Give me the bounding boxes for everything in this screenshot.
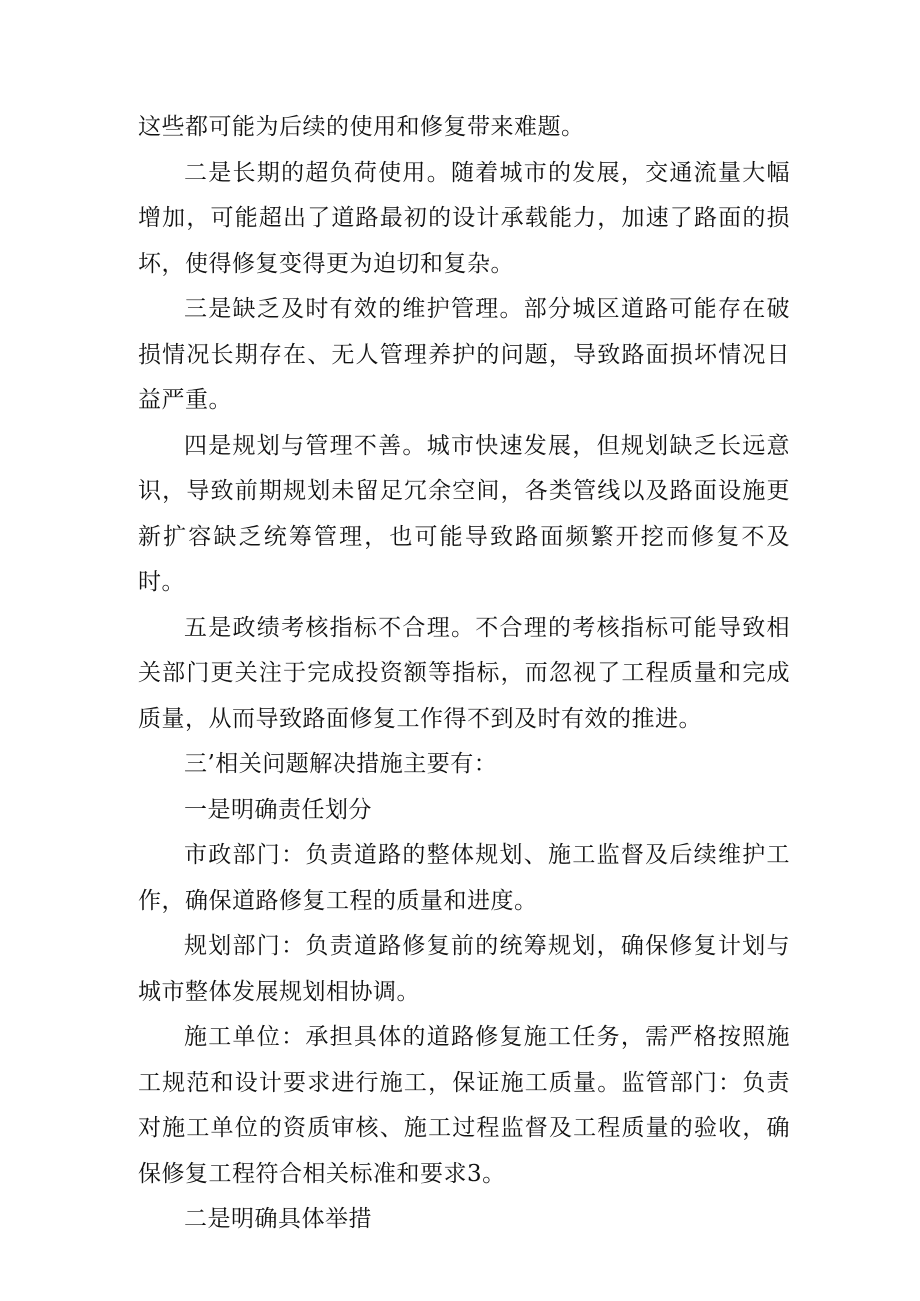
paragraph-construction: 施工单位：承担具体的道路修复施工任务，需严格按照施工规范和设计要求进行施工，保证施工质量。监管部门：负责对施工单位的资质审核、施工过程监督及工程质量的验收，确保修复工程符合相关标准和要求3。	[138, 1024, 790, 1187]
paragraph-planning-dept: 规划部门：负责道路修复前的统筹规划，确保修复计划与城市整体发展规划相协调。	[138, 933, 790, 1005]
paragraph-planning: 四是规划与管理不善。城市快速发展，但规划缺乏长远意识，导致前期规划未留足冗余空间，各类管线以及路面设施更新扩容缺乏统筹管理，也可能导致路面频繁开挖而修复不及时。	[138, 432, 790, 595]
paragraph-assessment: 五是政绩考核指标不合理。不合理的考核指标可能导致相关部门更关注于完成投资额等指标，而忽视了工程质量和完成质量，从而导致路面修复工作得不到及时有效的推进。	[138, 614, 790, 732]
subheading-measures: 二是明确具体举措	[184, 1206, 372, 1232]
subheading-responsibility: 一是明确责任划分	[184, 796, 372, 823]
paragraph-overload-use: 二是长期的超负荷使用。随着城市的发展，交通流量大幅增加，可能超出了道路最初的设计承载能力，加速了路面的损坏，使得修复变得更为迫切和复杂。	[138, 159, 790, 277]
paragraph-municipal: 市政部门：负责道路的整体规划、施工监督及后续维护工作，确保道路修复工程的质量和进度。	[138, 842, 790, 914]
section-heading-measures: 三’相关问题解决措施主要有：	[184, 751, 498, 777]
paragraph-continuation: 这些都可能为后续的使用和修复带来难题。	[138, 114, 585, 140]
paragraph-maintenance: 三是缺乏及时有效的维护管理。部分城区道路可能存在破损情况长期存在、无人管理养护的问题，导致路面损坏情况日益严重。	[138, 296, 790, 413]
document-body	[138, 105, 790, 1243]
